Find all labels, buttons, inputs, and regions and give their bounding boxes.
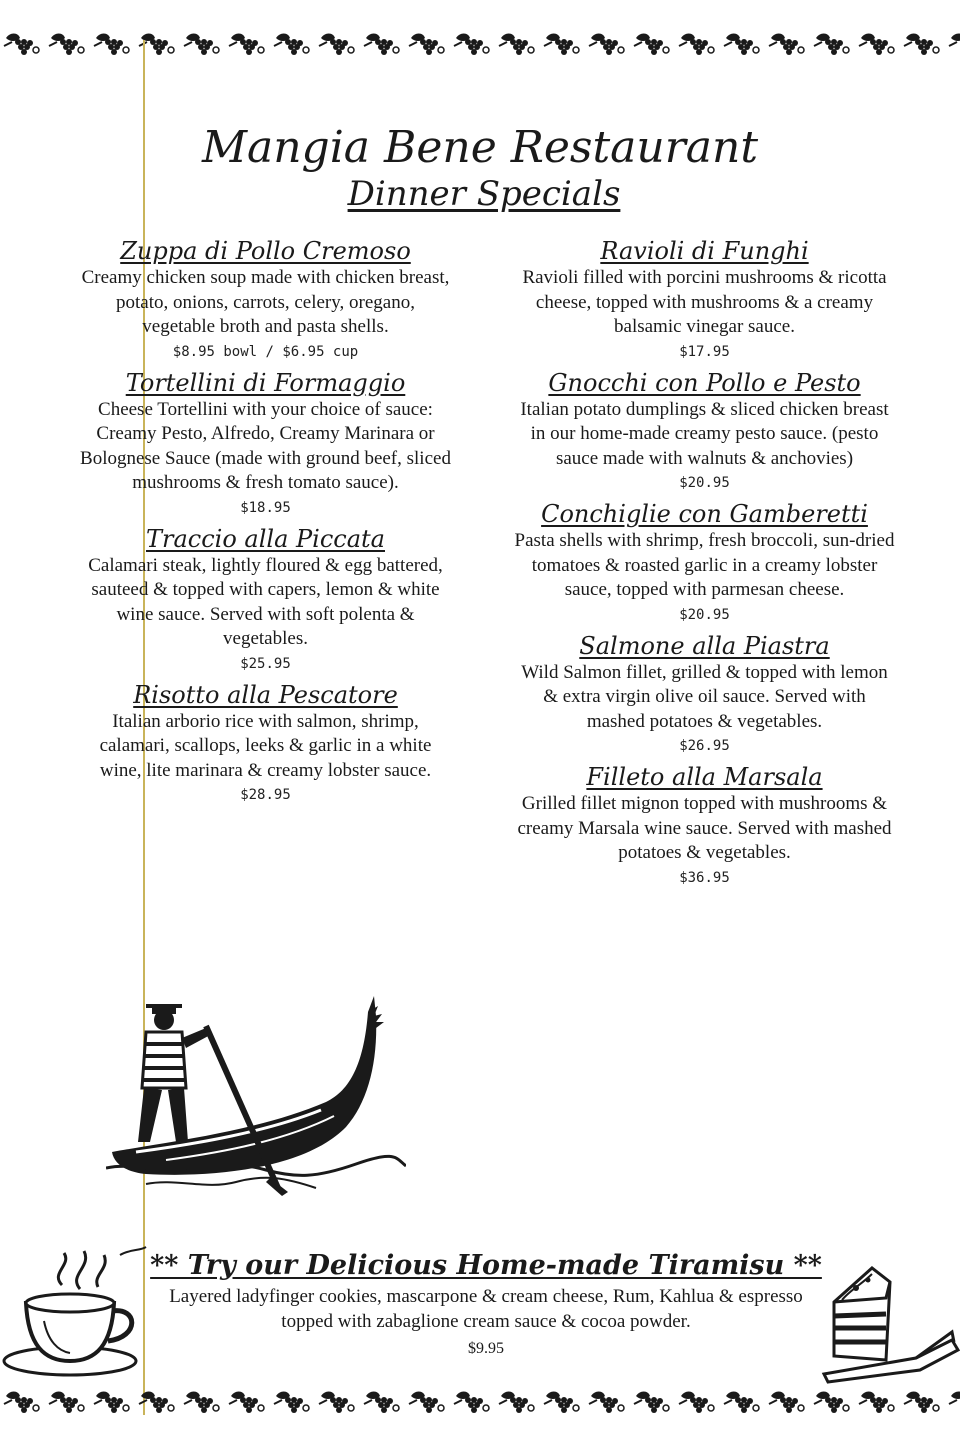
menu-item-description: Grilled fillet mignon topped with mushrooms & creamy Marsala wine sauce. Served with mashed potatoes & vegetables. (517, 793, 892, 863)
menu-item-description: Wild Salmon fillet, grilled & topped with lemon & extra virgin olive oil sauce. Served with mashed potatoes & vegetables. (521, 661, 888, 732)
menu-item-name: Ravioli di Funghi (600, 237, 809, 265)
menu-item-price: $17.95 (679, 343, 730, 360)
menu-item-price: $28.95 (240, 787, 291, 803)
tiramisu-title: ** Try our Delicious Home-made Tiramisu ** (150, 1250, 822, 1281)
menu-item-description: Ravioli filled with porcini mushrooms & ricotta cheese, topped with mushrooms & a creamy balsamic vinegar sauce. (522, 267, 887, 337)
menu-item-name: Conchiglie con Gamberetti (541, 500, 868, 528)
menu-item (512, 236, 897, 364)
menu-item-name: Salmone alla Piastra (579, 631, 830, 660)
menu-item (78, 236, 453, 364)
tiramisu-description: Layered ladyfinger cookies, mascarpone & cream cheese, Rum, Kahlua & espresso topped with zabaglione cream sauce & cocoa powder. (169, 1286, 803, 1332)
right-menu-column (512, 236, 897, 894)
menu-item-description: Italian potato dumplings & sliced chicken breast in our home-made creamy pesto sauce. (pesto sauce made with walnuts & anchovies) (520, 398, 889, 469)
menu-item-name: Zuppa di Pollo Cremoso (120, 237, 411, 265)
menu-item (512, 631, 897, 759)
menu-item (78, 368, 453, 520)
menu-item-description: Creamy chicken soup made with chicken breast, potato, onions, carrots, celery, oregano, vegetable broth and pasta shells. (81, 267, 450, 337)
menu-item-description: Cheese Tortellini with your choice of sauce: Creamy Pesto, Alfredo, Creamy Marinara or Bolognese Sauce (made with ground beef, sliced mushrooms & fresh tomato sauce). (80, 398, 451, 493)
tiramisu-price: $9.95 (468, 1340, 504, 1357)
menu-item-name: Tortellini di Formaggio (125, 368, 406, 397)
menu-item (512, 762, 897, 890)
menu-item (78, 524, 453, 676)
menu-item-description: Pasta shells with shrimp, fresh broccoli, sun-dried tomatoes & roasted garlic in a creamy lobster sauce, topped with parmesan cheese. (514, 530, 895, 600)
menu-item-price: $8.95 bowl / $6.95 cup (172, 343, 359, 360)
cake-slice-icon (820, 1262, 960, 1384)
menu-item-description: Calamari steak, lightly floured & egg battered, sauteed & topped with capers, lemon & white wine sauce. Served with soft polenta & vegetables. (88, 554, 443, 649)
menu-item-name: Risotto alla Pescatore (133, 680, 398, 709)
menu-item-price: $26.95 (679, 738, 730, 754)
menu-item-price: $18.95 (240, 499, 291, 516)
menu-subtitle: Dinner Specials (347, 174, 621, 214)
gondola-illustration (106, 992, 406, 1196)
menu-item-name: Filleto alla Marsala (586, 763, 823, 791)
coffee-cup-illustration (0, 1245, 150, 1380)
menu-item-price: $20.95 (679, 475, 730, 491)
cake-slice-illustration (820, 1262, 960, 1384)
menu-item-name: Traccio alla Piccata (146, 524, 385, 553)
menu-item-name: Gnocchi con Pollo e Pesto (548, 368, 861, 397)
menu-item-price: $20.95 (679, 606, 730, 623)
menu-item (512, 368, 897, 496)
menu-item-price: $36.95 (679, 869, 730, 886)
restaurant-title: Mangia Bene Restaurant (201, 122, 759, 173)
menu-item-description: Italian arborio rice with salmon, shrimp, calamari, scallops, leeks & garlic in a white wine, lite marinara & creamy lobster sauce. (99, 710, 432, 781)
bottom-decorative-border (0, 1386, 960, 1416)
left-menu-column (78, 236, 453, 811)
gondola-icon (106, 992, 406, 1196)
coffee-cup-icon (0, 1245, 150, 1380)
tiramisu-section (150, 1248, 822, 1362)
grape-cluster-icon (0, 1386, 960, 1416)
menu-item (78, 680, 453, 808)
menu-item (512, 499, 897, 627)
menu-item-price: $25.95 (240, 655, 291, 672)
